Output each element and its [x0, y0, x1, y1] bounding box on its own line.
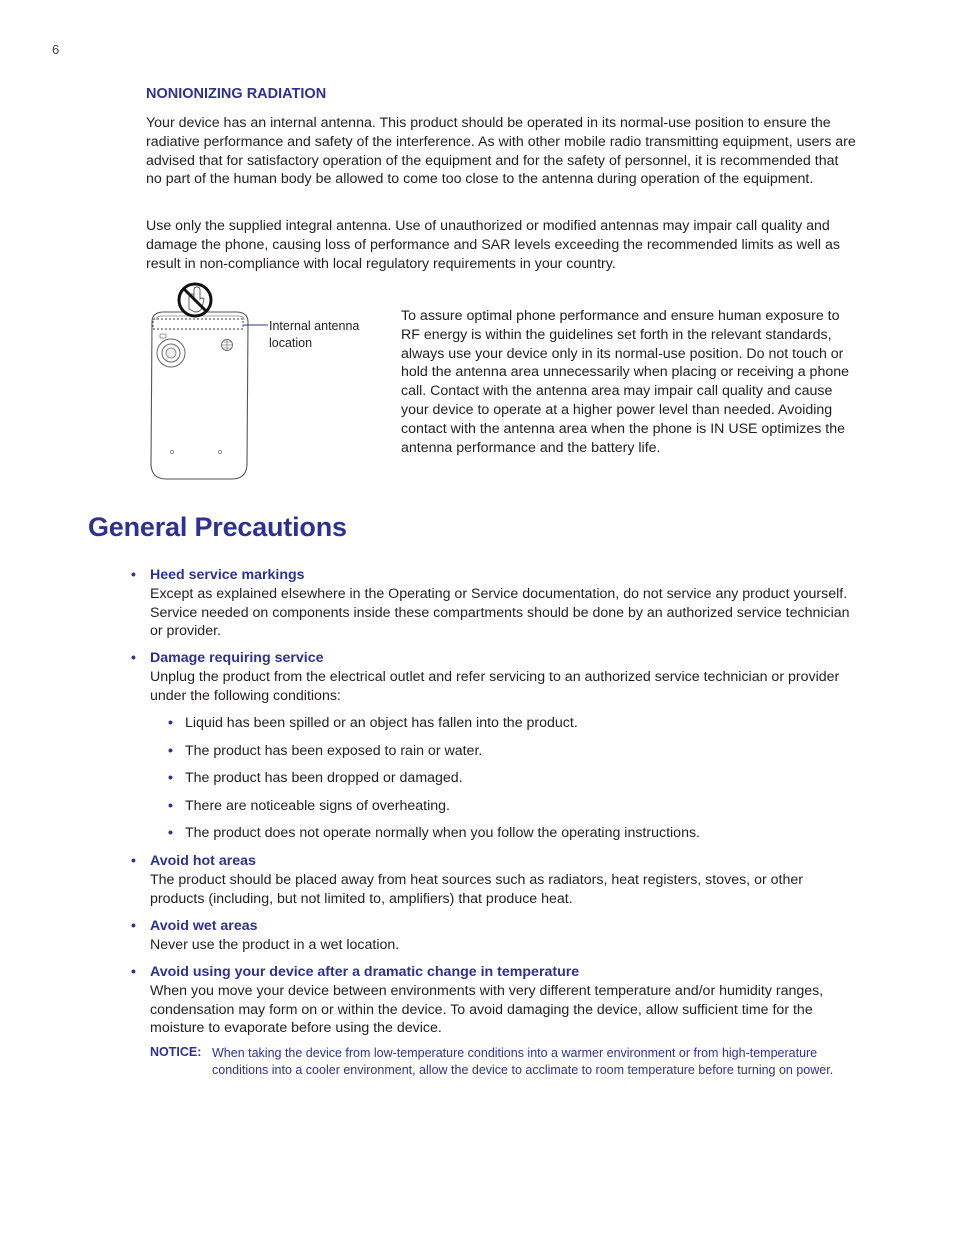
- bullet-marker: •: [131, 917, 136, 933]
- section-heading-nonionizing: NONIONIZING RADIATION: [146, 86, 327, 102]
- condition-text: The product does not operate normally when you follow the operating instructions.: [185, 825, 700, 841]
- precaution-heading: Avoid wet areas: [150, 918, 258, 934]
- precaution-body: The product should be placed away from heat sources such as radiators, heat registers, stoves, or other products (including, but not limited to, amplifiers) that produce heat.: [150, 871, 803, 907]
- condition-list-item: [168, 769, 848, 788]
- condition-text: The product has been dropped or damaged.: [185, 770, 463, 786]
- notice-label: NOTICE:: [150, 1045, 202, 1059]
- precaution-item: [131, 566, 861, 641]
- precaution-body: Except as explained elsewhere in the Operating or Service documentation, do not service any product yourself. Service needed on components inside these compartments should be done by an authorized service technician or provider.: [150, 585, 850, 640]
- precaution-body: Never use the product in a wet location.: [150, 936, 400, 953]
- condition-text: Liquid has been spilled or an object has fallen into the product.: [185, 715, 578, 731]
- precaution-heading: Damage requiring service: [150, 650, 324, 666]
- bullet-marker: •: [168, 825, 173, 841]
- phone-back-illustration: [140, 280, 390, 485]
- paragraph-integral-antenna: Use only the supplied integral antenna. Use of unauthorized or modified antennas may impair call quality and damage the phone, causing loss of performance and SAR levels exceeding the recommended limits as well as result in non-compliance with local regulatory requirements in your country.: [146, 218, 840, 272]
- condition-list-item: [168, 797, 848, 816]
- precaution-item: [131, 649, 861, 705]
- page-title-general-precautions: General Precautions: [88, 512, 347, 542]
- bullet-marker: •: [168, 798, 173, 814]
- condition-list-item: [168, 824, 848, 843]
- condition-text: The product has been exposed to rain or water.: [185, 743, 483, 759]
- speaker-grille-icon: [222, 340, 233, 351]
- phone-antenna-figure: [140, 280, 390, 485]
- bullet-marker: •: [168, 715, 173, 731]
- paragraph-antenna-intro: Your device has an internal antenna. This product should be operated in its normal-use position to ensure the radiative performance and safety of the interference. As with other mobile radio transmitting equipment, users are advised that for satisfactory operation of the equipment and for the safety of personnel, it is recommended that no part of the human body be allowed to come too close to the antenna during operation of the equipment.: [146, 115, 856, 188]
- bullet-marker: •: [168, 743, 173, 759]
- condition-text: There are noticeable signs of overheating.: [185, 798, 450, 814]
- page-number: 6: [52, 42, 60, 57]
- bullet-marker: •: [131, 852, 136, 868]
- precaution-heading: Heed service markings: [150, 567, 305, 583]
- precaution-body: Unplug the product from the electrical outlet and refer servicing to an authorized service technician or provider under the following conditions:: [150, 668, 840, 704]
- bullet-marker: •: [168, 770, 173, 786]
- condition-list-item: [168, 742, 848, 761]
- bullet-marker: •: [131, 963, 136, 979]
- precaution-heading: Avoid hot areas: [150, 853, 256, 869]
- precaution-body: When you move your device between environments with very different temperature and/or humidity ranges, condensation may form on or within the device. To avoid damaging the device, allow sufficient time for the moisture to evaporate before using the device.: [150, 982, 824, 1037]
- figure-caption-antenna: Internal antenna location: [269, 319, 360, 350]
- no-touch-prohibition-icon: [179, 284, 211, 316]
- precaution-item: [131, 963, 861, 1038]
- bullet-marker: •: [131, 649, 136, 665]
- notice-text: When taking the device from low-temperature conditions into a warmer environment or from high-temperature conditions into a cooler environment, allow the device to acclimate to room temperature before turning on power.: [212, 1046, 834, 1078]
- precaution-item: [131, 917, 861, 955]
- precaution-heading: Avoid using your device after a dramatic change in temperature: [150, 964, 580, 980]
- paragraph-normal-use: To assure optimal phone performance and ensure human exposure to RF energy is within the guidelines set forth in the relevant standards, always use your device only in its normal-use position. Do not touch or hold the antenna area unnecessarily when placing or receiving a phone call. Contact with the antenna area may impair call quality and cause your device to operate at a higher power level than needed. Avoiding contact with the antenna area when the phone is IN USE optimizes the antenna performance and the battery life.: [401, 308, 850, 456]
- precaution-item: [131, 852, 861, 908]
- bullet-marker: •: [131, 566, 136, 582]
- notice-box: [150, 1045, 860, 1079]
- condition-list-item: [168, 714, 848, 733]
